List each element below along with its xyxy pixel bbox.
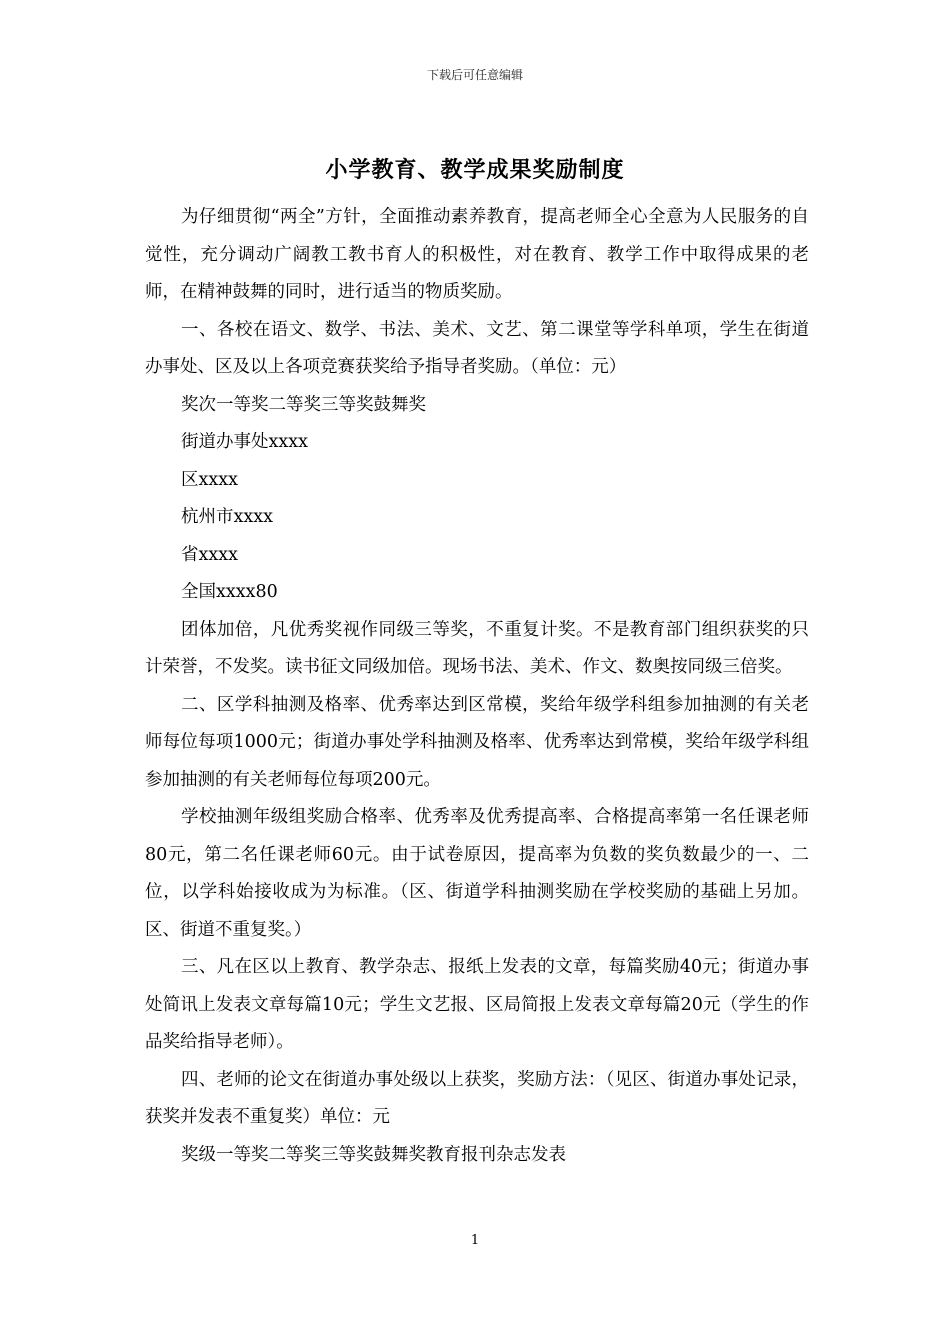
paragraph-section-3: 三、凡在区以上教育、教学杂志、报纸上发表的文章，每篇奖励40元；街道办事处简讯上发表文章每篇10元；学生文艺报、区局简报上发表文章每篇20元（学生的作品奖给指导老师）。 xyxy=(145,957,809,1052)
paragraph-group-rules: 团体加倍，凡优秀奖视作同级三等奖，不重复计奖。不是教育部门组织获奖的只计荣誉，不发奖。读书征文同级加倍。现场书法、美术、作文、数奥按同级三倍奖。 xyxy=(145,619,809,677)
table-header-line: 奖次一等奖二等奖三等奖鼓舞奖 xyxy=(181,394,426,415)
table-row-province: 省xxxx xyxy=(181,544,238,565)
document-body xyxy=(145,199,809,1174)
paragraph-intro: 为仔细贯彻“两全”方针，全面推动素养教育，提高老师全心全意为人民服务的自觉性，充分调动广阔教工教书育人的积极性，对在教育、教学工作中取得成果的老师，在精神鼓舞的同时，进行适当的物质奖励。 xyxy=(145,207,809,302)
paragraph-section-4: 四、老师的论文在街道办事处级以上获奖，奖励方法：（见区、街道办事处记录，获奖并发表不重复奖）单位：元 xyxy=(145,1069,809,1127)
table-row-national: 全国xxxx80 xyxy=(181,582,278,602)
document-title: 小学教育、教学成果奖励制度 xyxy=(325,157,625,183)
page-header: 下载后可任意编辑 xyxy=(426,68,523,82)
paragraph-section-2: 二、区学科抽测及格率、优秀率达到区常模，奖给年级学科组参加抽测的有关老师每位每项1000元；街道办事处学科抽测及格率、优秀率达到常模，奖给年级学科组参加抽测的有关老师每位每项200元。 xyxy=(145,694,809,790)
table-row-district: 区xxxx xyxy=(181,469,238,490)
table-row-city: 杭州市xxxx xyxy=(181,507,273,527)
paragraph-section-1: 一、各校在语文、数学、书法、美术、文艺、第二课堂等学科单项，学生在街道办事处、区及以上各项竞赛获奖给予指导者奖励。（单位：元） xyxy=(145,319,809,377)
table-header-line-2: 奖级一等奖二等奖三等奖鼓舞奖教育报刊杂志发表 xyxy=(181,1144,566,1165)
paragraph-school-test: 学校抽测年级组奖励合格率、优秀率及优秀提高率、合格提高率第一名任课老师80元，第二名任课老师60元。由于试卷原因，提高率为负数的奖负数最少的一、二位，以学科始接收成为为标准。（区、街道学科抽测奖励在学校奖励的基础上另加。区、街道不重复奖。） xyxy=(145,807,809,940)
table-row-street: 街道办事处xxxx xyxy=(181,432,308,452)
page-number: 1 xyxy=(470,1233,480,1248)
